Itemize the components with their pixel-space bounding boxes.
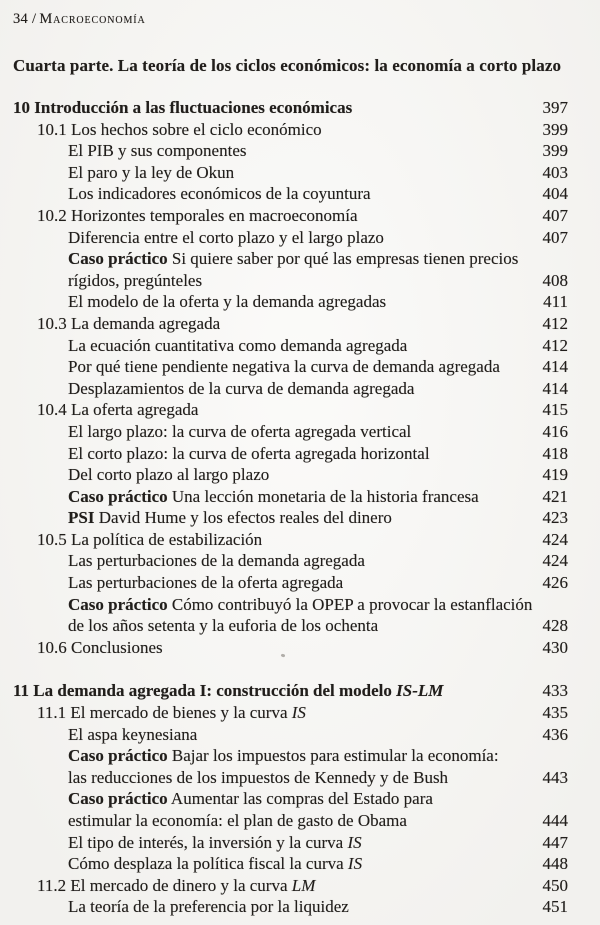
toc-row [13, 853, 568, 875]
toc-entry-text [13, 183, 371, 205]
toc-text-segment: rígidos, pregúnteles [68, 270, 203, 290]
toc-row [13, 529, 568, 551]
toc-text-segment: La ecuación cuantitativa como demanda agregada [68, 335, 408, 355]
page-number: 399 [542, 141, 568, 161]
toc-entry-text [13, 810, 407, 832]
toc-entry-text [13, 788, 433, 810]
toc-entry-text [13, 421, 411, 443]
page-number: 411 [543, 292, 568, 312]
page-number: 407 [542, 205, 568, 225]
toc-row [13, 767, 568, 789]
page-number: 448 [542, 854, 568, 874]
toc-row [13, 140, 568, 162]
toc-entry-text [13, 119, 322, 141]
page-number: 444 [542, 811, 568, 830]
page-number: 443 [542, 767, 568, 787]
chapter-block [13, 97, 568, 658]
toc-entry-text [13, 572, 343, 594]
toc-row [13, 183, 568, 205]
toc-entry-text [13, 356, 500, 378]
toc-text-segment: IS-LM [396, 681, 444, 701]
toc-text-segment: 11.1 El mercado de bienes y la curva [37, 703, 292, 723]
chapter-title [13, 97, 352, 119]
page-number: 423 [542, 508, 568, 528]
toc-text-segment: PSI [68, 508, 95, 528]
toc-row [13, 464, 568, 486]
toc-entry-text [13, 767, 448, 789]
page-number: 424 [542, 551, 568, 571]
toc-entry-text [13, 702, 306, 724]
toc-entry-text [13, 378, 414, 400]
toc-text-segment: Caso práctico [68, 594, 168, 614]
toc-row [13, 421, 568, 443]
toc-row [13, 248, 568, 270]
toc-text-segment: La teoría de la preferencia por la liquidez [68, 897, 349, 917]
toc-row [13, 486, 568, 508]
toc-entry-text [13, 140, 247, 162]
toc-entry-text [13, 399, 198, 421]
page-number: 430 [542, 637, 568, 657]
toc-text-segment: El PIB y sus componentes [68, 141, 247, 161]
page-number: 419 [542, 465, 568, 485]
toc-entry-text [13, 248, 518, 270]
toc-entry-text [13, 335, 407, 357]
toc-text-segment: estimular la economía: el plan de gasto de Obama [68, 811, 407, 830]
page-number: 412 [542, 335, 568, 355]
page-number: 424 [542, 529, 568, 549]
toc-text-segment: 11 La demanda agregada I: construcción del modelo [13, 681, 397, 701]
toc-entry-text [13, 205, 358, 227]
page-number: 436 [542, 724, 568, 744]
chapter-title [13, 680, 443, 702]
toc-text-segment: Las perturbaciones de la demanda agregada [68, 551, 365, 571]
toc-entry-text [13, 637, 163, 659]
toc-row [13, 443, 568, 465]
toc-text-segment: Caso práctico [68, 789, 168, 809]
toc-entry-text [13, 745, 499, 767]
page-number: 428 [542, 616, 568, 636]
toc-entry-text [13, 313, 220, 335]
toc-row [13, 335, 568, 357]
toc-text-segment: Caso práctico [68, 746, 168, 766]
toc-text-segment: El largo plazo: la curva de oferta agregada vertical [68, 421, 412, 441]
chapter-block [13, 680, 568, 918]
toc-text-segment: LM [291, 875, 316, 895]
toc-text-segment: 10.3 La demanda agregada [37, 313, 221, 333]
toc-text-segment: El modelo de la oferta y la demanda agregadas [68, 292, 387, 312]
page-number: 433 [542, 681, 568, 701]
toc-row [13, 594, 568, 616]
toc-text-segment: IS [291, 703, 306, 723]
toc-row [13, 399, 568, 421]
toc-row [13, 162, 568, 184]
toc-text-segment: David Hume y los efectos reales del dinero [94, 508, 392, 528]
toc-entry-text [13, 464, 269, 486]
page-number: 399 [542, 119, 568, 139]
toc-row [13, 875, 568, 897]
toc-row [13, 702, 568, 724]
toc-entry-text [13, 896, 349, 918]
page-number: 421 [542, 486, 568, 506]
toc-row [13, 550, 568, 572]
table-of-contents [13, 97, 568, 918]
toc-row [13, 724, 568, 746]
toc-text-segment: 10.6 Conclusiones [37, 637, 163, 657]
toc-entry-text [13, 443, 430, 465]
page-number: 414 [542, 378, 568, 398]
toc-row [13, 507, 568, 529]
toc-entry-text [13, 615, 378, 637]
header-page-number: 34 / [13, 11, 37, 27]
toc-text-segment: Caso práctico [68, 249, 168, 269]
toc-text-segment: de los años setenta y la euforia de los ochenta [68, 616, 379, 636]
toc-entry-text [13, 162, 234, 184]
toc-entry-text [13, 486, 479, 508]
toc-text-segment: El paro y la ley de Okun [68, 162, 235, 182]
toc-row [13, 572, 568, 594]
header-book-title: Macroeconomía [39, 11, 146, 27]
page-number: 415 [542, 400, 568, 420]
toc-entry-text [13, 724, 197, 746]
toc-row [13, 637, 568, 659]
toc-text-segment: Las perturbaciones de la oferta agregada [68, 573, 344, 593]
toc-text-segment: Caso práctico [68, 486, 168, 506]
toc-text-segment: El tipo de interés, la inversión y la curva [68, 832, 348, 852]
toc-row [13, 810, 568, 832]
toc-text-segment: 10 Introducción a las fluctuaciones económicas [13, 98, 353, 117]
toc-row [13, 291, 568, 313]
toc-text-segment: IS [347, 832, 362, 852]
toc-row [13, 788, 568, 810]
toc-text-segment: IS [347, 854, 363, 874]
toc-text-segment: 10.5 La política de estabilización [37, 529, 263, 549]
toc-entry-text [13, 875, 315, 897]
toc-row [13, 832, 568, 854]
toc-text-segment: 10.1 Los hechos sobre el ciclo económico [37, 119, 322, 139]
page-number: 412 [542, 313, 568, 333]
toc-row [13, 270, 568, 292]
toc-row [13, 313, 568, 335]
page-number: 451 [542, 897, 568, 917]
toc-text-segment: Una lección monetaria de la historia francesa [167, 486, 479, 506]
page-header [13, 9, 568, 29]
toc-text-segment: 11.2 El mercado de dinero y la curva [37, 875, 292, 895]
toc-entry-text [13, 270, 202, 292]
toc-row [13, 896, 568, 918]
page-number: 435 [542, 703, 568, 723]
toc-text-segment: las reducciones de los impuestos de Kennedy y de Bush [68, 767, 449, 787]
toc-row [13, 205, 568, 227]
page-number: 397 [542, 98, 568, 117]
toc-text-segment: Por qué tiene pendiente negativa la curva de demanda agregada [68, 357, 500, 377]
page-number: 450 [542, 875, 568, 895]
toc-row [13, 378, 568, 400]
toc-text-segment: Los indicadores económicos de la coyuntura [68, 184, 371, 204]
toc-text-segment: Diferencia entre el corto plazo y el largo plazo [68, 227, 384, 247]
page-number: 408 [542, 270, 568, 290]
toc-text-segment: Desplazamientos de la curva de demanda agregada [68, 378, 415, 398]
toc-text-segment: 10.4 La oferta agregada [37, 400, 199, 420]
toc-text-segment: Cómo contribuyó la OPEP a provocar la estanflación [167, 594, 533, 614]
toc-entry-text [13, 291, 386, 313]
page-number: 404 [542, 184, 568, 204]
toc-row [13, 615, 568, 637]
page-number: 403 [542, 162, 568, 182]
toc-text-segment: Bajar los impuestos para estimular la economía: [167, 746, 499, 766]
toc-entry-text [13, 550, 365, 572]
toc-text-segment: Si quiere saber por qué las empresas tienen precios [167, 249, 519, 269]
toc-entry-text [13, 594, 532, 616]
page-number: 414 [542, 357, 568, 377]
page-number: 426 [542, 573, 568, 593]
page-number: 418 [542, 443, 568, 463]
toc-row [13, 119, 568, 141]
toc-entry-text [13, 832, 362, 854]
toc-text-segment: Cómo desplaza la política fiscal la curva [68, 854, 348, 874]
toc-text-segment: Del corto plazo al largo plazo [68, 465, 270, 485]
toc-row [13, 356, 568, 378]
chapter-heading-row [13, 97, 568, 119]
toc-text-segment: El aspa keynesiana [68, 724, 198, 744]
toc-text-segment: Aumentar las compras del Estado para [167, 789, 433, 809]
toc-text-segment: El corto plazo: la curva de oferta agregada horizontal [68, 443, 430, 463]
toc-entry-text [13, 507, 392, 529]
page-number: 416 [542, 421, 568, 441]
toc-row [13, 227, 568, 249]
part-heading: Cuarta parte. La teoría de los ciclos económicos: la economía a corto plazo [13, 56, 562, 75]
toc-row [13, 745, 568, 767]
page-number: 407 [542, 227, 568, 247]
toc-text-segment: 10.2 Horizontes temporales en macroeconomía [37, 205, 358, 225]
page-number: 447 [542, 832, 568, 852]
toc-entry-text [13, 529, 262, 551]
chapter-heading-row [13, 680, 568, 702]
toc-entry-text [13, 227, 384, 249]
toc-entry-text [13, 853, 362, 875]
